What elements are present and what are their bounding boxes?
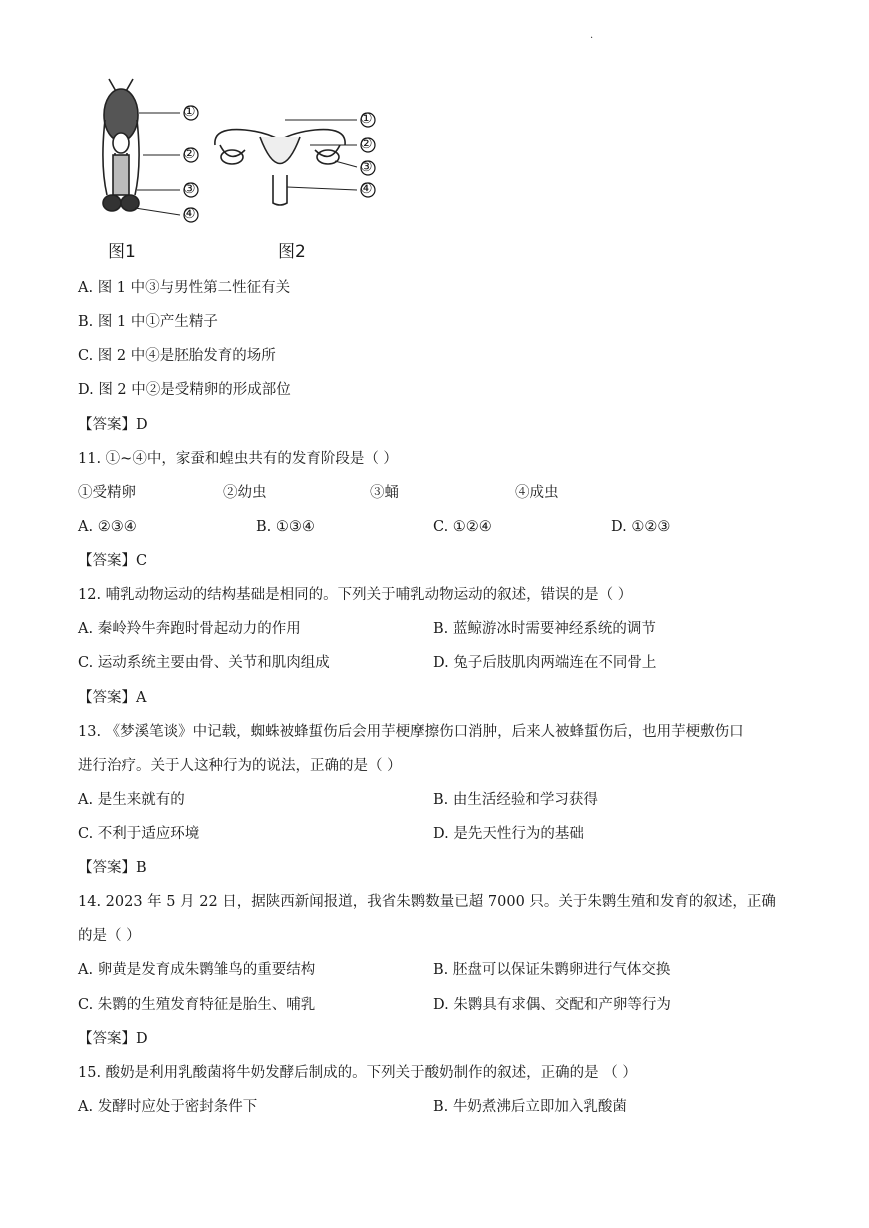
q13-stem-line1: 13. 《梦溪笔谈》中记载，蜘蛛被蜂蜇伤后会用芋梗摩擦伤口消肿，后来人被蜂蜇伤后，也用芋梗敷伤口 bbox=[78, 724, 744, 740]
q10-option-a: A. 图 1 中③与男性第二性征有关 bbox=[78, 280, 291, 296]
q12-option-a: A. 秦岭羚牛奔跑时骨起动力的作用 bbox=[78, 621, 301, 637]
q11-stage-1: ①受精卵 bbox=[78, 485, 136, 501]
reproductive-system-figure bbox=[95, 75, 395, 265]
q15-option-a: A. 发酵时应处于密封条件下 bbox=[78, 1099, 258, 1115]
fig1-label-1: ① bbox=[183, 104, 196, 120]
fig2-label-1: ① bbox=[360, 111, 373, 127]
q11-option-d: D. ①②③ bbox=[611, 519, 671, 535]
page-dot: . bbox=[590, 30, 594, 41]
q14-option-a: A. 卵黄是发育成朱鹮雏鸟的重要结构 bbox=[78, 962, 316, 978]
q11-answer: 【答案】C bbox=[78, 553, 148, 569]
q12-option-b: B. 蓝鲸游冰时需要神经系统的调节 bbox=[433, 621, 656, 637]
q11-option-c: C. ①②④ bbox=[433, 519, 492, 535]
fig2-label-2: ② bbox=[360, 136, 373, 152]
fig2-female-system bbox=[215, 120, 357, 205]
q11-stage-4: ④成虫 bbox=[515, 485, 559, 501]
q11-stage-2: ②幼虫 bbox=[223, 485, 267, 501]
q10-option-c: C. 图 2 中④是胚胎发育的场所 bbox=[78, 348, 276, 364]
q13-option-d: D. 是先天性行为的基础 bbox=[433, 826, 584, 842]
fig1-label-3: ③ bbox=[183, 181, 196, 197]
q14-stem-line2: 的是（ ） bbox=[78, 928, 141, 944]
q12-answer: 【答案】A bbox=[78, 690, 147, 706]
q11-option-b: B. ①③④ bbox=[256, 519, 315, 535]
q14-option-d: D. 朱鹮具有求偶、交配和产卵等行为 bbox=[433, 997, 671, 1013]
q12-stem: 12. 哺乳动物运动的结构基础是相同的。下列关于哺乳动物运动的叙述，错误的是（ ） bbox=[78, 587, 633, 603]
fig1-label-4: ④ bbox=[183, 206, 196, 222]
fig1-male-system bbox=[103, 79, 180, 215]
q12-option-c: C. 运动系统主要由骨、关节和肌肉组成 bbox=[78, 655, 330, 671]
q10-option-d: D. 图 2 中②是受精卵的形成部位 bbox=[78, 382, 291, 398]
q14-option-c: C. 朱鹮的生殖发育特征是胎生、哺乳 bbox=[78, 997, 316, 1013]
figure-1-caption: 图1 bbox=[108, 242, 136, 262]
q13-stem-line2: 进行治疗。关于人这种行为的说法，正确的是（ ） bbox=[78, 758, 402, 774]
q13-option-a: A. 是生来就有的 bbox=[78, 792, 185, 808]
fig2-label-3: ③ bbox=[360, 159, 373, 175]
fig1-label-2: ② bbox=[183, 146, 196, 162]
q15-option-b: B. 牛奶煮沸后立即加入乳酸菌 bbox=[433, 1099, 627, 1115]
q10-option-b: B. 图 1 中①产生精子 bbox=[78, 314, 218, 330]
figure-drawing bbox=[95, 75, 395, 235]
q15-stem: 15. 酸奶是利用乳酸菌将牛奶发酵后制成的。下列关于酸奶制作的叙述，正确的是 （ ） bbox=[78, 1065, 637, 1081]
fig1-label-marks bbox=[184, 106, 198, 222]
fig2-label-4: ④ bbox=[360, 181, 373, 197]
q10-answer: 【答案】D bbox=[78, 417, 148, 433]
q12-option-d: D. 兔子后肢肌肉两端连在不同骨上 bbox=[433, 655, 657, 671]
figure-2-caption: 图2 bbox=[278, 242, 306, 262]
q11-option-a: A. ②③④ bbox=[78, 519, 137, 535]
q11-stage-3: ③蛹 bbox=[370, 485, 399, 501]
q13-option-c: C. 不利于适应环境 bbox=[78, 826, 200, 842]
q13-option-b: B. 由生活经验和学习获得 bbox=[433, 792, 598, 808]
q11-stem: 11. ①~④中，家蚕和蝗虫共有的发育阶段是（ ） bbox=[78, 451, 398, 467]
q13-answer: 【答案】B bbox=[78, 860, 147, 876]
q14-stem-line1: 14. 2023 年 5 月 22 日，据陕西新闻报道，我省朱鹮数量已超 7000 只。关于朱鹮生殖和发育的叙述，正确 bbox=[78, 894, 776, 910]
q14-option-b: B. 胚盘可以保证朱鹮卵进行气体交换 bbox=[433, 962, 671, 978]
q14-answer: 【答案】D bbox=[78, 1031, 148, 1047]
